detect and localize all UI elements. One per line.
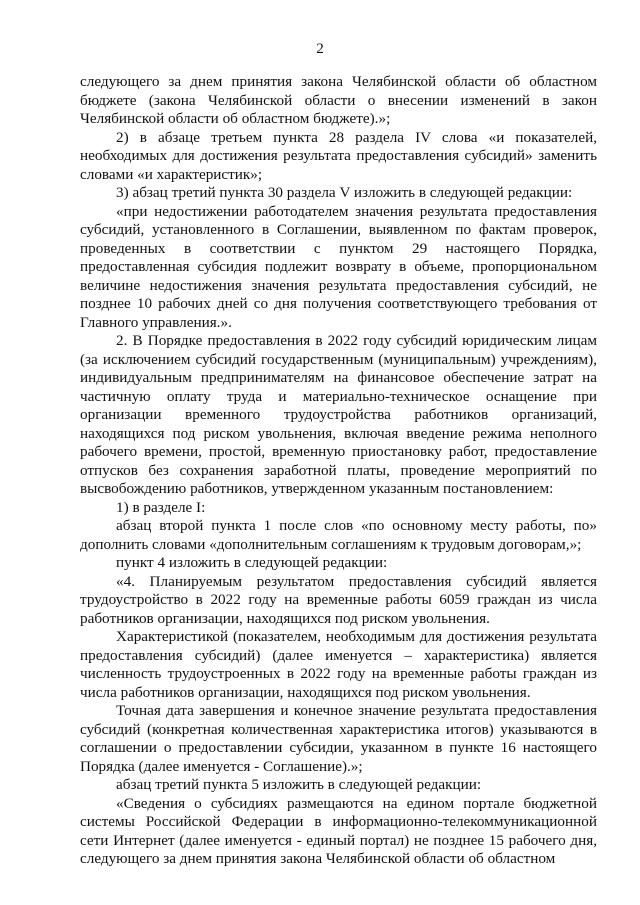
document-body <box>80 73 597 869</box>
paragraph: Характеристикой (показателем, необходимым для достижения результата предоставления субсидий) (далее именуется – характеристика) является численность трудоустроенных в 2022 году на временные работы граждан из числа работников организации, находящихся под риском увольнения. <box>80 628 597 701</box>
paragraph: «при недостижении работодателем значения результата предоставления субсидий, установленного в Соглашении, выявленном по фактам проверок, проведенных в соответствии с пунктом 29 настоящего Порядка, предоставленная субсидия подлежит возврату в объеме, пропорциональном величине недостижения значения результата предоставления субсидий, не позднее 10 рабочих дней со дня получения соответствующего требования от Главного управления.». <box>80 202 597 331</box>
paragraph: «Сведения о субсидиях размещаются на едином портале бюджетной системы Российской Федерации в информационно-телекоммуникационной сети Интернет (далее именуется - единый портал) не позднее 15 рабочего дня, следующего за днем принятия закона Челябинской области об областном <box>80 794 597 867</box>
paragraph: пункт 4 изложить в следующей редакции: <box>116 554 388 571</box>
paragraph: 1) в разделе I: <box>116 498 206 516</box>
paragraph: «4. Планируемым результатом предоставления субсидий является трудоустройство в 2022 году на временные работы 6059 граждан из числа работников организации, находящихся под риском увольнения. <box>80 572 597 627</box>
paragraph: 2) в абзаце третьем пункта 28 раздела IV слова «и показателей, необходимых для достижения результата предоставления субсидий» заменить словами «и характеристик»; <box>80 128 597 183</box>
paragraph: абзац второй пункта 1 после слов «по основному месту работы, по» дополнить словами «дополнительным соглашениям к трудовым договорам,»; <box>80 517 597 553</box>
paragraph: Точная дата завершения и конечное значение результата предоставления субсидий (конкретная количественная характеристика итогов) указываются в соглашении о предоставлении субсидии, указанном в пункте 16 настоящего Порядка (далее именуется - Соглашение).»; <box>80 702 597 775</box>
paragraph: 3) абзац третий пункта 30 раздела V изложить в следующей редакции: <box>116 184 573 201</box>
paragraph: 2. В Порядке предоставления в 2022 году субсидий юридическим лицам (за исключением субсидий государственным (муниципальным) учреждениям), индивидуальным предпринимателям на финансовое обеспечение затрат на частичную оплату труда и материально-техническое оснащение при организации временного трудоустройства работников организаций, находящихся под риском увольнения, включая введение режима неполного рабочего времени, простой, временную приостановку работ, предоставление отпусков без сохранения заработной платы, проведение мероприятий по высвобождению работников, утвержденном указанным постановлением: <box>80 332 597 497</box>
paragraph: следующего за днем принятия закона Челябинской области об областном бюджете (закона Челябинской области о внесении изменений в закон Челябинской области об областном бюджете).»; <box>80 73 597 127</box>
paragraph: абзац третий пункта 5 изложить в следующей редакции: <box>116 776 482 793</box>
page-number: 2 <box>316 40 324 57</box>
